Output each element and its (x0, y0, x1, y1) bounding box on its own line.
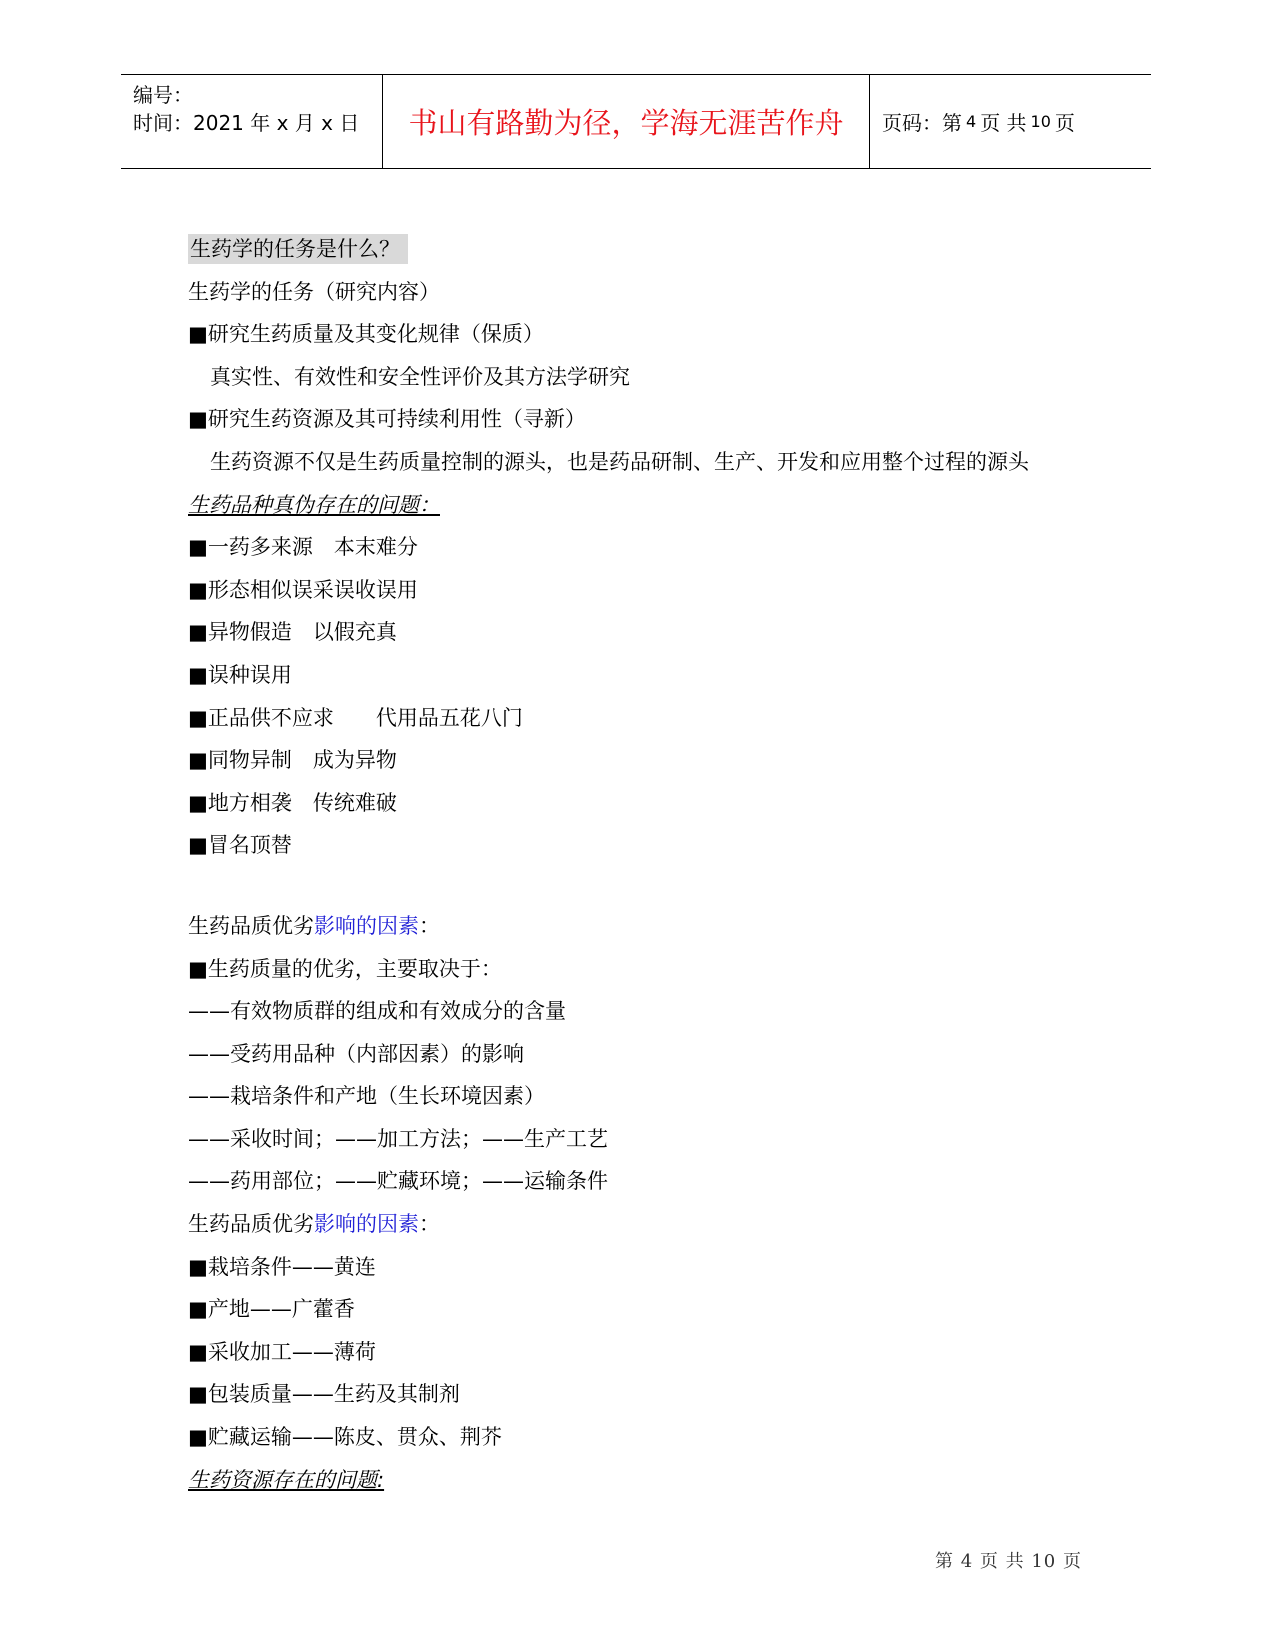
task-item-2-detail: 生药资源不仅是生药质量控制的源头，也是药品研制、生产、开发和应用整个过程的源头 (210, 449, 1029, 474)
list-item: ■采收加工——薄荷 (188, 1339, 376, 1364)
task-title: 生药学的任务（研究内容） (188, 279, 440, 304)
page-suffix: 页 (1054, 111, 1075, 135)
task-item-1-detail: 真实性、有效性和安全性评价及其方法学研究 (210, 364, 630, 389)
list-item: ■包装质量——生药及其制剂 (188, 1382, 460, 1407)
question-heading: 生药学的任务是什么？ (188, 234, 408, 264)
list-item: ■误种误用 (188, 662, 292, 687)
list-item: ——药用部位；——贮藏环境；——运输条件 (188, 1169, 608, 1194)
list-item: ——栽培条件和产地（生长环境因素） (188, 1084, 545, 1109)
list-item: ■冒名顶替 (188, 833, 292, 858)
quality-heading: 生药品质优劣影响的因素： (188, 913, 440, 938)
header-page-number (870, 75, 1151, 168)
task-item-2: ■研究生药资源及其可持续利用性（寻新） (188, 407, 586, 432)
header-meta (121, 75, 383, 168)
list-item: ■异物假造 以假充真 (188, 620, 397, 645)
list-item: ——采收时间；——加工方法；——生产工艺 (188, 1126, 608, 1151)
list-item: ■地方相袭 传统难破 (188, 790, 397, 815)
list-item: ——有效物质群的组成和有效成分的含量 (188, 999, 566, 1024)
list-item: ■形态相似误采误收误用 (188, 577, 418, 602)
list-item: ■产地——广藿香 (188, 1297, 355, 1322)
time-label: 时间：2021 年 x 月 x 日 (133, 111, 360, 135)
page-header (121, 74, 1151, 169)
page-mid: 页 共 (980, 111, 1027, 135)
list-item: ■一药多来源 本末难分 (188, 535, 418, 560)
serial-label: 编号： (133, 83, 193, 107)
quality-heading-2: 生药品质优劣影响的因素： (188, 1212, 440, 1237)
document-body (188, 228, 1108, 1501)
page-total: 10 (1030, 112, 1051, 131)
quality-link-2[interactable]: 影响的因素 (314, 1212, 419, 1237)
list-item: ——受药用品种（内部因素）的影响 (188, 1041, 524, 1066)
resource-heading: 生药资源存在的问题: (188, 1467, 385, 1492)
page-footer: 第 4 页 共 10 页 (935, 1551, 1082, 1572)
header-motto: 书山有路勤为径，学海无涯苦作舟 (383, 75, 870, 168)
list-item: ■同物异制 成为异物 (188, 748, 397, 773)
list-item: ■贮藏运输——陈皮、贯众、荆芥 (188, 1425, 502, 1450)
list-item: ■正品供不应求 代用品五花八门 (188, 705, 523, 730)
page-prefix: 页码：第 (882, 111, 962, 135)
list-item: ■生药质量的优劣，主要取决于： (188, 956, 502, 981)
list-item: ■栽培条件——黄连 (188, 1254, 376, 1279)
authenticity-heading: 生药品种真伪存在的问题： (188, 492, 440, 517)
quality-link[interactable]: 影响的因素 (314, 913, 419, 938)
page-current: 4 (966, 112, 977, 131)
task-item-1: ■研究生药质量及其变化规律（保质） (188, 322, 544, 347)
